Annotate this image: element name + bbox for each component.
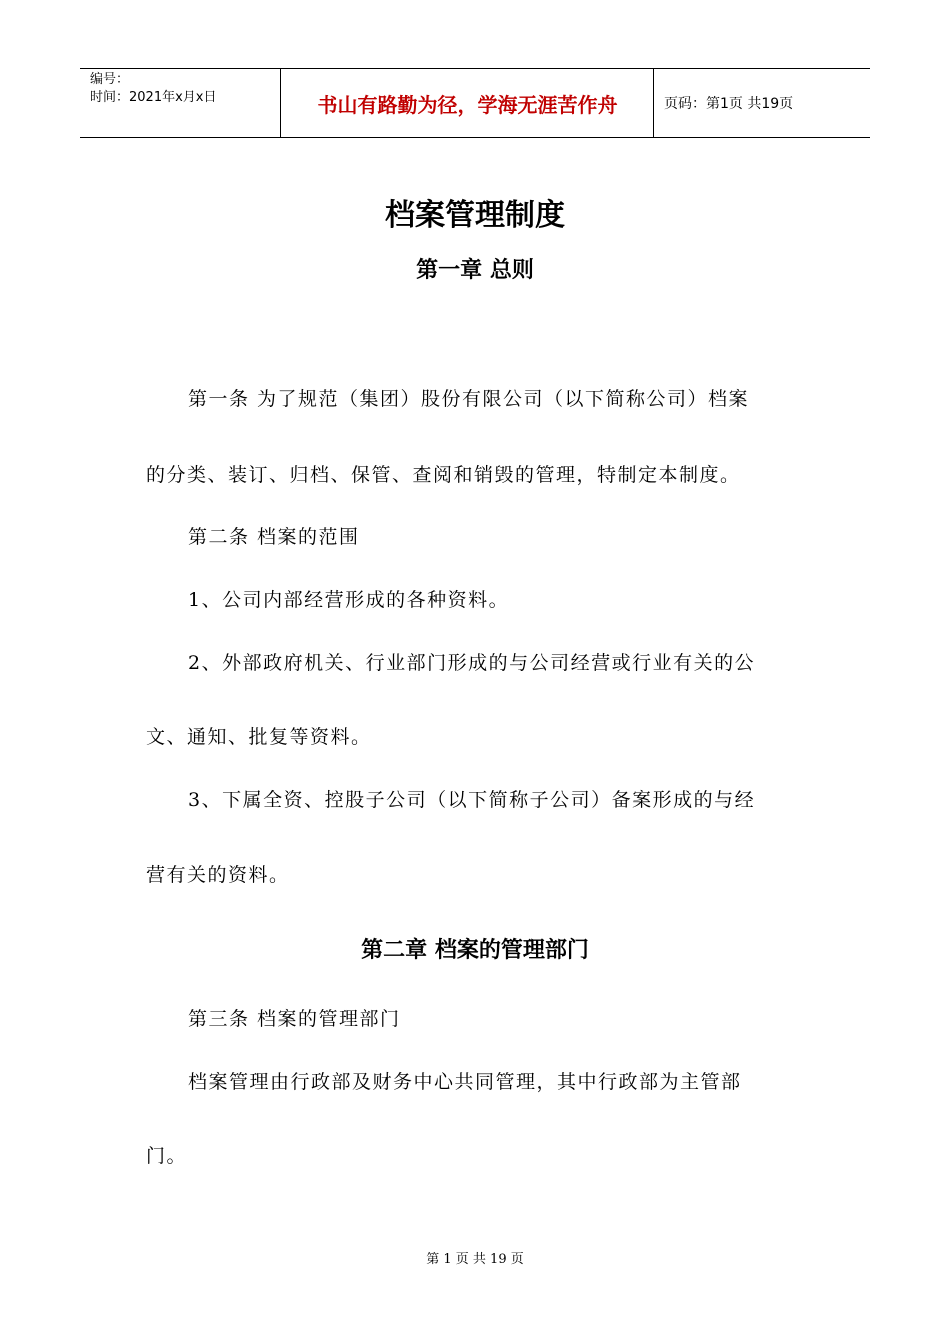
chapter-heading: 第一章 总则 xyxy=(416,258,534,283)
list-item: 3、下属全资、控股子公司（以下简称子公司）备案形成的与经 xyxy=(188,789,756,811)
chapter-heading: 第二章 档案的管理部门 xyxy=(361,938,589,963)
paragraph-line: 第一条 为了规范（集团）股份有限公司（以下简称公司）档案 xyxy=(188,388,750,410)
list-item: 2、外部政府机关、行业部门形成的与公司经营或行业有关的公 xyxy=(188,652,756,674)
paragraph-line: 文、通知、批复等资料。 xyxy=(146,726,372,748)
paragraph-line: 档案管理由行政部及财务中心共同管理，其中行政部为主管部 xyxy=(188,1071,742,1093)
document-title: 档案管理制度 xyxy=(385,198,565,233)
header-meta xyxy=(80,69,281,137)
paragraph-line: 的分类、装订、归档、保管、查阅和销毁的管理，特制定本制度。 xyxy=(146,464,741,486)
header-page-info: 页码：第1页 共19页 xyxy=(664,96,794,112)
article-heading: 第三条 档案的管理部门 xyxy=(188,1008,401,1030)
article-heading: 第二条 档案的范围 xyxy=(188,526,360,548)
list-item: 1、公司内部经营形成的各种资料。 xyxy=(188,589,510,611)
time-label: 时间：2021年x月x日 xyxy=(90,90,217,105)
paragraph-line: 营有关的资料。 xyxy=(146,864,290,886)
header-motto: 书山有路勤为径，学海无涯苦作舟 xyxy=(282,69,654,137)
page-header xyxy=(80,68,870,138)
page-footer: 第 1 页 共 19 页 xyxy=(426,1252,524,1267)
paragraph-line: 门。 xyxy=(146,1145,188,1167)
number-label: 编号： xyxy=(90,72,130,87)
